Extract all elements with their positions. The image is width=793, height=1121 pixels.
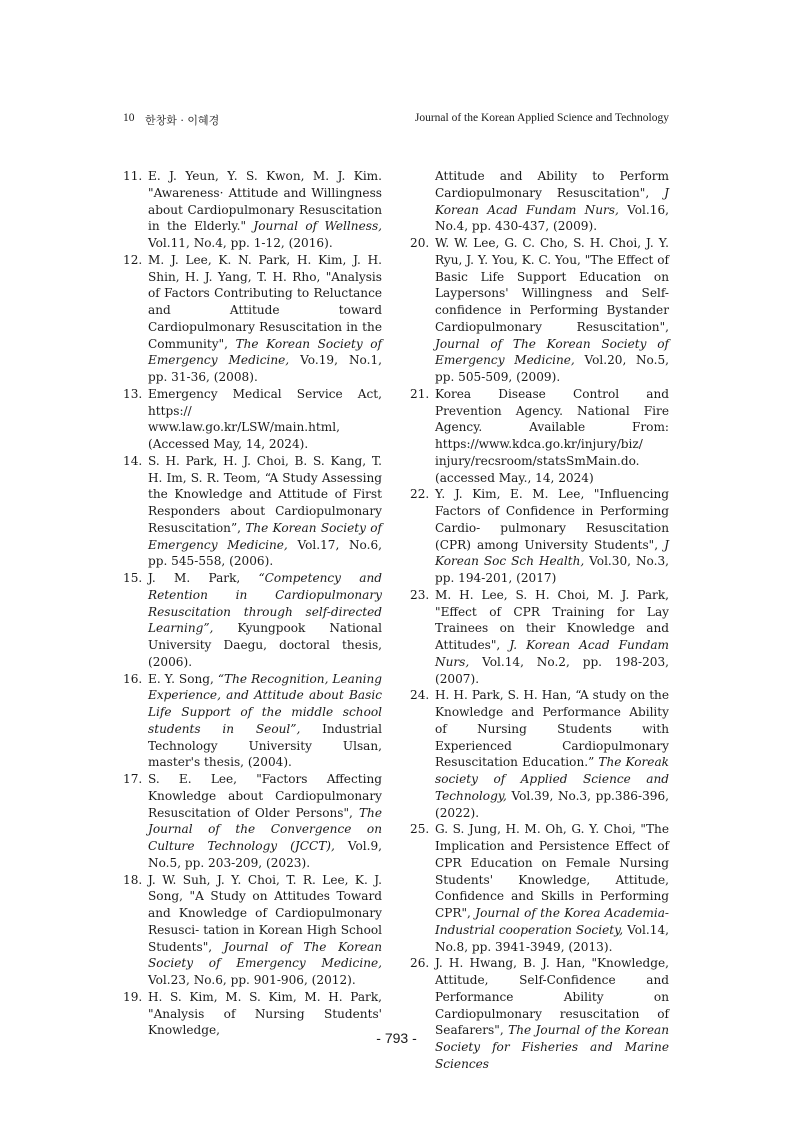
- reference-text: J. M. Park,: [148, 571, 259, 585]
- reference-item: [410, 687, 669, 821]
- reference-text: Vol.20, No.5, pp. 505-509, (2009).: [435, 353, 669, 384]
- reference-source: The Journal of the Korean Society for Fisheries and Marine Sciences: [435, 1023, 669, 1071]
- reference-text: M. H. Lee, S. H. Choi, M. J. Park, "Effect of CPR Training for Lay Trainees on their Knowledge and Attitudes",: [435, 587, 669, 652]
- reference-text: Kyungpook National University Daegu, doctoral thesis, (2006).: [148, 621, 382, 669]
- reference-number: 20.: [410, 236, 430, 250]
- reference-number: 22.: [410, 487, 430, 502]
- reference-number: 26.: [410, 956, 430, 971]
- reference-item: [123, 671, 382, 772]
- reference-number: 16.: [123, 671, 143, 686]
- reference-column-left: [123, 168, 382, 1039]
- reference-text: Industrial Technology University Ulsan, master's thesis, (2004).: [148, 721, 382, 770]
- reference-source: “Competency and Retention in Cardiopulmonary Resuscitation through self-directed Learning”,: [148, 571, 382, 636]
- reference-item: [410, 587, 669, 688]
- reference-text: Vol.30, No.3, pp. 194-201, (2017): [435, 554, 669, 585]
- reference-item: [123, 386, 382, 453]
- reference-item: [123, 168, 382, 252]
- reference-text: E. Y. Song,: [148, 671, 218, 686]
- reference-text: E. J. Yeun, Y. S. Kwon, M. J. Kim. "Awareness· Attitude and Willingness about Cardiopulmonary Resuscitation in the Elderly.": [148, 169, 382, 234]
- reference-source: J. Korean Acad Fundam Nurs,: [435, 638, 669, 669]
- reference-text: Vol.9, No.5, pp. 203-209, (2023).: [148, 839, 382, 870]
- reference-text: Y. J. Kim, E. M. Lee, "Influencing Factors of Confidence in Performing Cardio- pulmonary Resuscitation (CPR) among University Students",: [435, 487, 669, 552]
- reference-number: 13.: [123, 386, 143, 401]
- reference-item: [123, 453, 382, 570]
- reference-text: S. E. Lee, "Factors Affecting Knowledge about Cardiopulmonary Resuscitation of Older Persons",: [148, 772, 382, 820]
- reference-source: J Korean Soc Sch Health,: [435, 537, 669, 569]
- reference-text: S. H. Park, H. J. Choi, B. S. Kang, T. H. Im, S. R. Teom, “A Study Assessing the Knowledge and Attitude of First Responders about Cardiopulmonary Resuscitation”,: [148, 453, 382, 535]
- running-header: [123, 112, 669, 130]
- header-authors: 한창화 · 이혜경: [145, 114, 220, 127]
- reference-source: Journal of The Korean Society of Emergency Medicine,: [435, 336, 669, 368]
- reference-text: Vol.14, No.2, pp. 198-203, (2007).: [435, 654, 669, 686]
- reference-text: Vol.11, No.4, pp. 1-12, (2016).: [148, 236, 333, 250]
- reference-source: The Korean Society of Emergency Medicine,: [148, 520, 382, 552]
- reference-number: 14.: [123, 453, 143, 468]
- reference-item: [123, 252, 382, 386]
- reference-text: Vol.14, No.8, pp. 3941-3949, (2013).: [435, 922, 669, 954]
- reference-item: [123, 872, 382, 989]
- reference-number: 12.: [123, 252, 143, 267]
- reference-text: Vo.19, No.1, pp. 31-36, (2008).: [148, 353, 382, 384]
- reference-text: J. H. Hwang, B. J. Han, "Knowledge, Attitude, Self-Confidence and Performance Ability on Cardiopulmonary resuscitation of Seafarers",: [435, 956, 669, 1038]
- reference-item: [410, 955, 669, 1072]
- header-journal-title: Journal of the Korean Applied Science and Technology: [414, 112, 669, 124]
- reference-source: “The Recognition, Leaning Experience, and Attitude about Basic Life Support of the middle school students in Seoul”,: [148, 671, 383, 736]
- reference-text: M. J. Lee, K. N. Park, H. Kim, J. H. Shin, H. J. Yang, T. H. Rho, "Analysis of Factors Contributing to Reluctance and Attitude toward Cardiopulmonary Resuscitation in the Community",: [148, 252, 382, 351]
- reference-source: Journal of Wellness,: [253, 219, 382, 234]
- reference-text: Vol.39, No.3, pp.386-396, (2022).: [435, 788, 669, 820]
- reference-text: G. S. Jung, H. M. Oh, G. Y. Choi, "The Implication and Persistence Effect of CPR Education on Female Nursing Students' Knowledge, Attitude, Confidence and Skills in Performing CPR",: [435, 822, 669, 920]
- reference-number: 23.: [410, 587, 430, 602]
- reference-item: [410, 386, 669, 487]
- reference-item: [410, 235, 669, 386]
- reference-text: W. W. Lee, G. C. Cho, S. H. Choi, J. Y. Ryu, J. Y. You, K. C. You, "The Effect of Basic Life Support Education on Laypersons' Willingness and Self-confidence in Performing Bystander Cardiopulmonary Resuscitation",: [435, 236, 669, 334]
- reference-source: The Korean Society of Emergency Medicine,: [148, 336, 382, 368]
- reference-source: The Koreak society of Applied Science and Technology,: [435, 755, 669, 803]
- reference-number: 24.: [410, 688, 430, 703]
- reference-number: 11.: [123, 169, 143, 183]
- reference-text: Emergency Medical Service Act, https:// www.law.go.kr/LSW/main.html, (Accessed May, 14, 2024).: [148, 386, 382, 451]
- reference-item: [123, 771, 382, 872]
- reference-item: [123, 570, 382, 671]
- reference-source: J Korean Acad Fundam Nurs,: [435, 185, 669, 217]
- reference-column-right: [410, 168, 669, 1073]
- reference-number: 18.: [123, 872, 143, 887]
- reference-text: Vol.16, No.4, pp. 430-437, (2009).: [435, 202, 669, 234]
- reference-source: Journal of The Korean Society of Emergency Medicine,: [148, 939, 382, 971]
- reference-number: 15.: [123, 571, 143, 585]
- reference-text: Vol.17, No.6, pp. 545-558, (2006).: [148, 537, 382, 569]
- reference-number: 21.: [410, 386, 430, 401]
- header-page-number: 10: [123, 112, 135, 124]
- reference-text: H. H. Park, S. H. Han, “A study on the Knowledge and Performance Ability of Nursing Students with Experienced Cardiopulmonary Resuscitation Education.”: [435, 688, 669, 770]
- reference-text: Attitude and Ability to Perform Cardiopulmonary Resuscitation",: [435, 169, 669, 200]
- reference-number: 19.: [123, 989, 143, 1004]
- reference-number: 25.: [410, 822, 430, 837]
- reference-text: Vol.23, No.6, pp. 901-906, (2012).: [148, 973, 356, 987]
- reference-text: J. W. Suh, J. Y. Choi, T. R. Lee, K. J. Song, "A Study on Attitudes Toward and Knowledge of Cardiopulmonary Resusci- tation in Korean High School Students",: [148, 872, 382, 954]
- reference-number: 17.: [123, 772, 143, 786]
- reference-text: Korea Disease Control and Prevention Agency. National Fire Agency. Available From: https://www.kdca.go.kr/injury/biz/ injury/recsroom/statsSmMain.do. (accessed May., 14, 2024): [435, 386, 669, 485]
- reference-source: Journal of the Korea Academia-Industrial cooperation Society,: [435, 906, 669, 937]
- reference-item: [410, 821, 669, 955]
- reference-text: H. S. Kim, M. S. Kim, M. H. Park, "Analysis of Nursing Students' Knowledge,: [148, 989, 382, 1038]
- reference-source: The Journal of the Convergence on Culture Technology (JCCT),: [148, 805, 382, 853]
- reference-continuation: [410, 168, 669, 235]
- reference-item: [410, 486, 669, 587]
- page-footer-number: - 793 -: [376, 1030, 417, 1046]
